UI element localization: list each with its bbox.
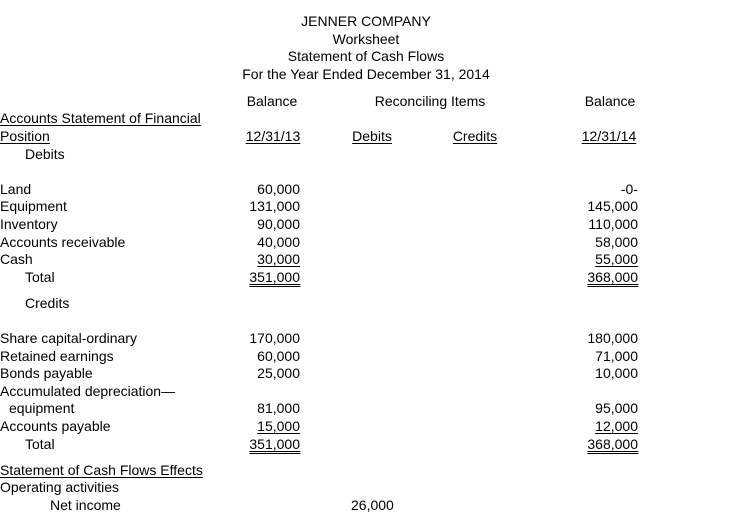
- total-bal13: 351,000: [249, 436, 300, 452]
- row-name: Cash: [0, 251, 33, 267]
- row-bal14: 110,000: [588, 216, 638, 232]
- total-bal14: 368,000: [587, 436, 638, 452]
- row-name: Share capital-ordinary: [0, 330, 137, 346]
- row-name: Accumulated depreciation—: [0, 383, 176, 399]
- row-name: Retained earnings: [0, 348, 114, 364]
- row-bal13: 170,000: [249, 330, 300, 346]
- row-bal14: 180,000: [587, 330, 638, 346]
- row-bal13: 30,000: [257, 251, 300, 267]
- date-header-2013: 12/31/13: [245, 128, 301, 144]
- row-bal14: -0-: [620, 181, 638, 197]
- net-income-debit: 26,000: [351, 497, 394, 513]
- row-bal13: 40,000: [257, 234, 300, 250]
- cash-flow-effects-title: Statement of Cash Flows Effects: [0, 462, 203, 478]
- net-income-label: Net income: [50, 497, 121, 513]
- worksheet-title: Worksheet: [332, 31, 400, 47]
- row-bal13: 81,000: [257, 400, 300, 416]
- balance-header-2013: Balance: [246, 93, 298, 109]
- row-name: Inventory: [0, 216, 58, 232]
- total-bal13: 351,000: [249, 269, 300, 285]
- row-bal13: 60,000: [257, 348, 300, 364]
- company-name: JENNER COMPANY: [301, 13, 431, 29]
- total-label: Total: [25, 436, 55, 452]
- statement-title: Statement of Cash Flows: [287, 48, 445, 64]
- row-name: Land: [0, 181, 32, 197]
- debits-header: Debits: [352, 128, 392, 144]
- row-bal14: 55,000: [595, 251, 638, 267]
- total-bal14: 368,000: [587, 269, 638, 285]
- row-bal14: 95,000: [595, 400, 638, 416]
- row-name: Equipment: [0, 198, 67, 214]
- row-bal14: 145,000: [587, 198, 638, 214]
- row-bal14: 58,000: [595, 234, 638, 250]
- section-title-line2: Position: [0, 128, 50, 144]
- row-bal14: 10,000: [595, 365, 638, 381]
- row-name: Accounts payable: [0, 418, 111, 434]
- period-title: For the Year Ended December 31, 2014: [242, 66, 490, 82]
- row-name: Accounts receivable: [0, 234, 126, 250]
- row-bal13: 25,000: [257, 365, 300, 381]
- operating-activities-label: Operating activities: [0, 479, 120, 495]
- row-bal13: 131,000: [249, 198, 300, 214]
- credits-label: Credits: [25, 295, 70, 311]
- row-name: Bonds payable: [0, 365, 93, 381]
- balance-header-2014: Balance: [584, 93, 636, 109]
- date-header-2014: 12/31/14: [581, 128, 637, 144]
- row-bal13: 60,000: [257, 181, 300, 197]
- section-title-line1: Accounts Statement of Financial: [0, 110, 201, 126]
- row-bal14: 12,000: [595, 418, 638, 434]
- debits-label: Debits: [25, 146, 65, 162]
- row-bal13: 90,000: [257, 216, 300, 232]
- reconciling-items-header: Reconciling Items: [374, 93, 486, 109]
- total-label: Total: [25, 269, 55, 285]
- row-name: equipment: [9, 400, 75, 416]
- row-bal14: 71,000: [595, 348, 638, 364]
- row-bal13: 15,000: [257, 418, 300, 434]
- credits-header: Credits: [452, 128, 498, 144]
